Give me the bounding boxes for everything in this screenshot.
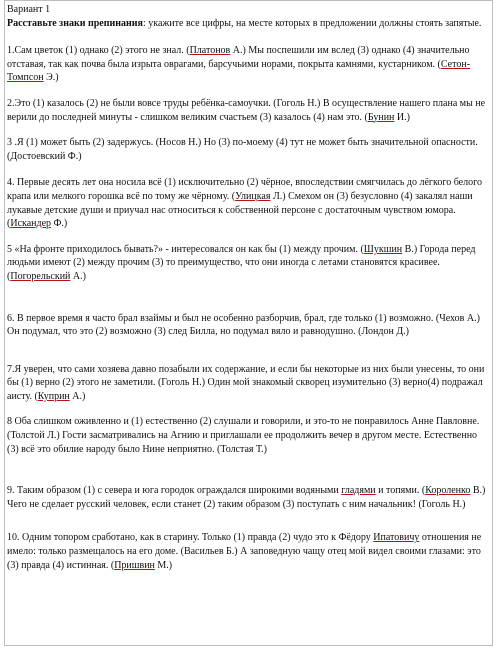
underlined-author-name: Ипатовичу <box>373 532 420 544</box>
exercise-text: А.) Мы поспешили им вслед (3) однако (4) значительно отставая, так как почва была изрыта оврагами, барсучьими норами, покрыта камнями, кустарником. ( <box>7 45 470 70</box>
instruction-text: : укажите все цифры, на месте которых в предложении должны стоять запятые. <box>142 17 482 29</box>
document-content <box>5 1 492 572</box>
exercise-text: и топями. ( <box>375 485 426 497</box>
underlined-author-name: Сетон-Томпсон <box>7 58 471 84</box>
underlined-author-name: Короленко <box>425 485 471 497</box>
exercise-item-5 <box>7 243 490 284</box>
exercise-text: В.) Города перед людьми имеют (2) между прочим (3) то преимущество, что они иногда с летами становятся красивее. ( <box>7 243 476 282</box>
exercise-item-9 <box>7 484 490 511</box>
exercise-item-8 <box>7 415 490 456</box>
exercise-text: 6. В первое время я часто брал взаймы и был не особенно разборчив, брал, где только (1) возможно. (Чехов А.) Он подумал, что это (2) возможно (3) след Билла, но подумал вяло и равнодушно. (Лондон Д.) <box>7 312 480 338</box>
exercise-item-10 <box>7 531 490 572</box>
underlined-author-name: Улицкая <box>235 190 271 202</box>
exercise-item-4 <box>7 176 490 230</box>
exercise-item-1 <box>7 44 490 85</box>
underlined-author-name: Куприн <box>37 390 70 402</box>
exercise-text: Ф.) <box>51 218 68 230</box>
underlined-author-name: Платонов <box>189 45 231 57</box>
exercise-text: отношения не имело: только размещалось на его доме. (Васильев Б.) А заповедную чащу отец мой видел своими глазами: это (3) правда (4) истинная. ( <box>7 532 482 571</box>
exercise-text: Л.) Смехом он (3) безусловно (4) закалял наши лукавые детские души и приучал нас относиться к собственной персоне с достаточным чувством юмора. ( <box>7 190 473 230</box>
exercise-text: А.) <box>70 270 86 282</box>
exercise-text: 2.Это (1) казалось (2) не были вовсе труды ребёнка-самоучки. (Гоголь Н.) В осуществление нашего плана мы не верили до последней минуты - слишком великим счастьем (3) казалось (4) нам это. ( <box>7 97 486 123</box>
exercise-text: М.) <box>154 559 173 571</box>
exercise-item-7 <box>7 363 490 404</box>
underlined-author-name: гладями <box>341 485 376 497</box>
exercise-text: 1.Сам цветок (1) однако (2) этого не знал. ( <box>7 45 190 57</box>
exercise-text: 10. Одним топором сработано, как в старину. Только (1) правда (2) чудо это к Фёдору <box>7 532 374 544</box>
underlined-author-name: Погорельский <box>10 270 71 282</box>
exercise-text: 5 «На фронте приходилось бывать?» - интересовался он как бы (1) между прочим. ( <box>7 243 364 255</box>
exercise-text: 4. Первые десять лет она носила всё (1) исключительно (2) чёрное, впоследствии смягчилась до лёгкого белого крапа или мелкого горошка всё по тому же чёрному. ( <box>7 177 482 202</box>
exercise-item-6 <box>7 312 490 339</box>
underlined-author-name: Бунин <box>367 111 395 123</box>
instruction <box>7 17 490 31</box>
underlined-author-name: Искандер <box>10 218 52 230</box>
exercise-text: 9. Таким образом (1) с севера и юга городок ограждался широкими водяными <box>7 485 342 497</box>
underlined-author-name: Шукшин <box>363 243 403 255</box>
exercise-text: 8 Оба слишком оживленно и (1) естественно (2) слушали и говорили, и это-то не понравилось Анне Павловне. (Толстой Л.) Гости засматривались на Агнию и приглашали ее продолжить вечер в другом месте. Естественно (3) всё это обилие народу было Нине неприятно. (Толстая Т.) <box>7 416 480 455</box>
exercise-text: А.) <box>69 390 86 402</box>
exercise-item-2 <box>7 97 490 124</box>
exercise-text: Э.) <box>43 72 59 84</box>
exercise-text: И.) <box>394 111 410 123</box>
exercise-text: 7.Я уверен, что сами хозяева давно позабыли их содержание, и если бы некоторые из них были унесены, то они бы (1) верно (2) этого не заметили. (Гоголь Н.) Один мой знакомый скворец изумительно (3) верно(4) подражал аисту. ( <box>7 363 485 402</box>
variant-heading: Вариант 1 <box>7 4 51 15</box>
exercise-text: В.) Чего не сделает русский человек, если станет (2) таким образом (3) поступать с ним начальник! (Гоголь Н.) <box>7 485 486 510</box>
underlined-author-name: Пришвин <box>114 559 155 571</box>
instruction-label: Расставьте знаки препинания <box>7 17 143 29</box>
exercise-item-3 <box>7 136 490 163</box>
document-page <box>4 0 493 646</box>
exercise-text: 3 .Я (1) может быть (2) задержусь. (Носов Н.) Но (3) по-моему (4) тут не может быть значительной опасности. (Достоевский Ф.) <box>7 137 478 162</box>
